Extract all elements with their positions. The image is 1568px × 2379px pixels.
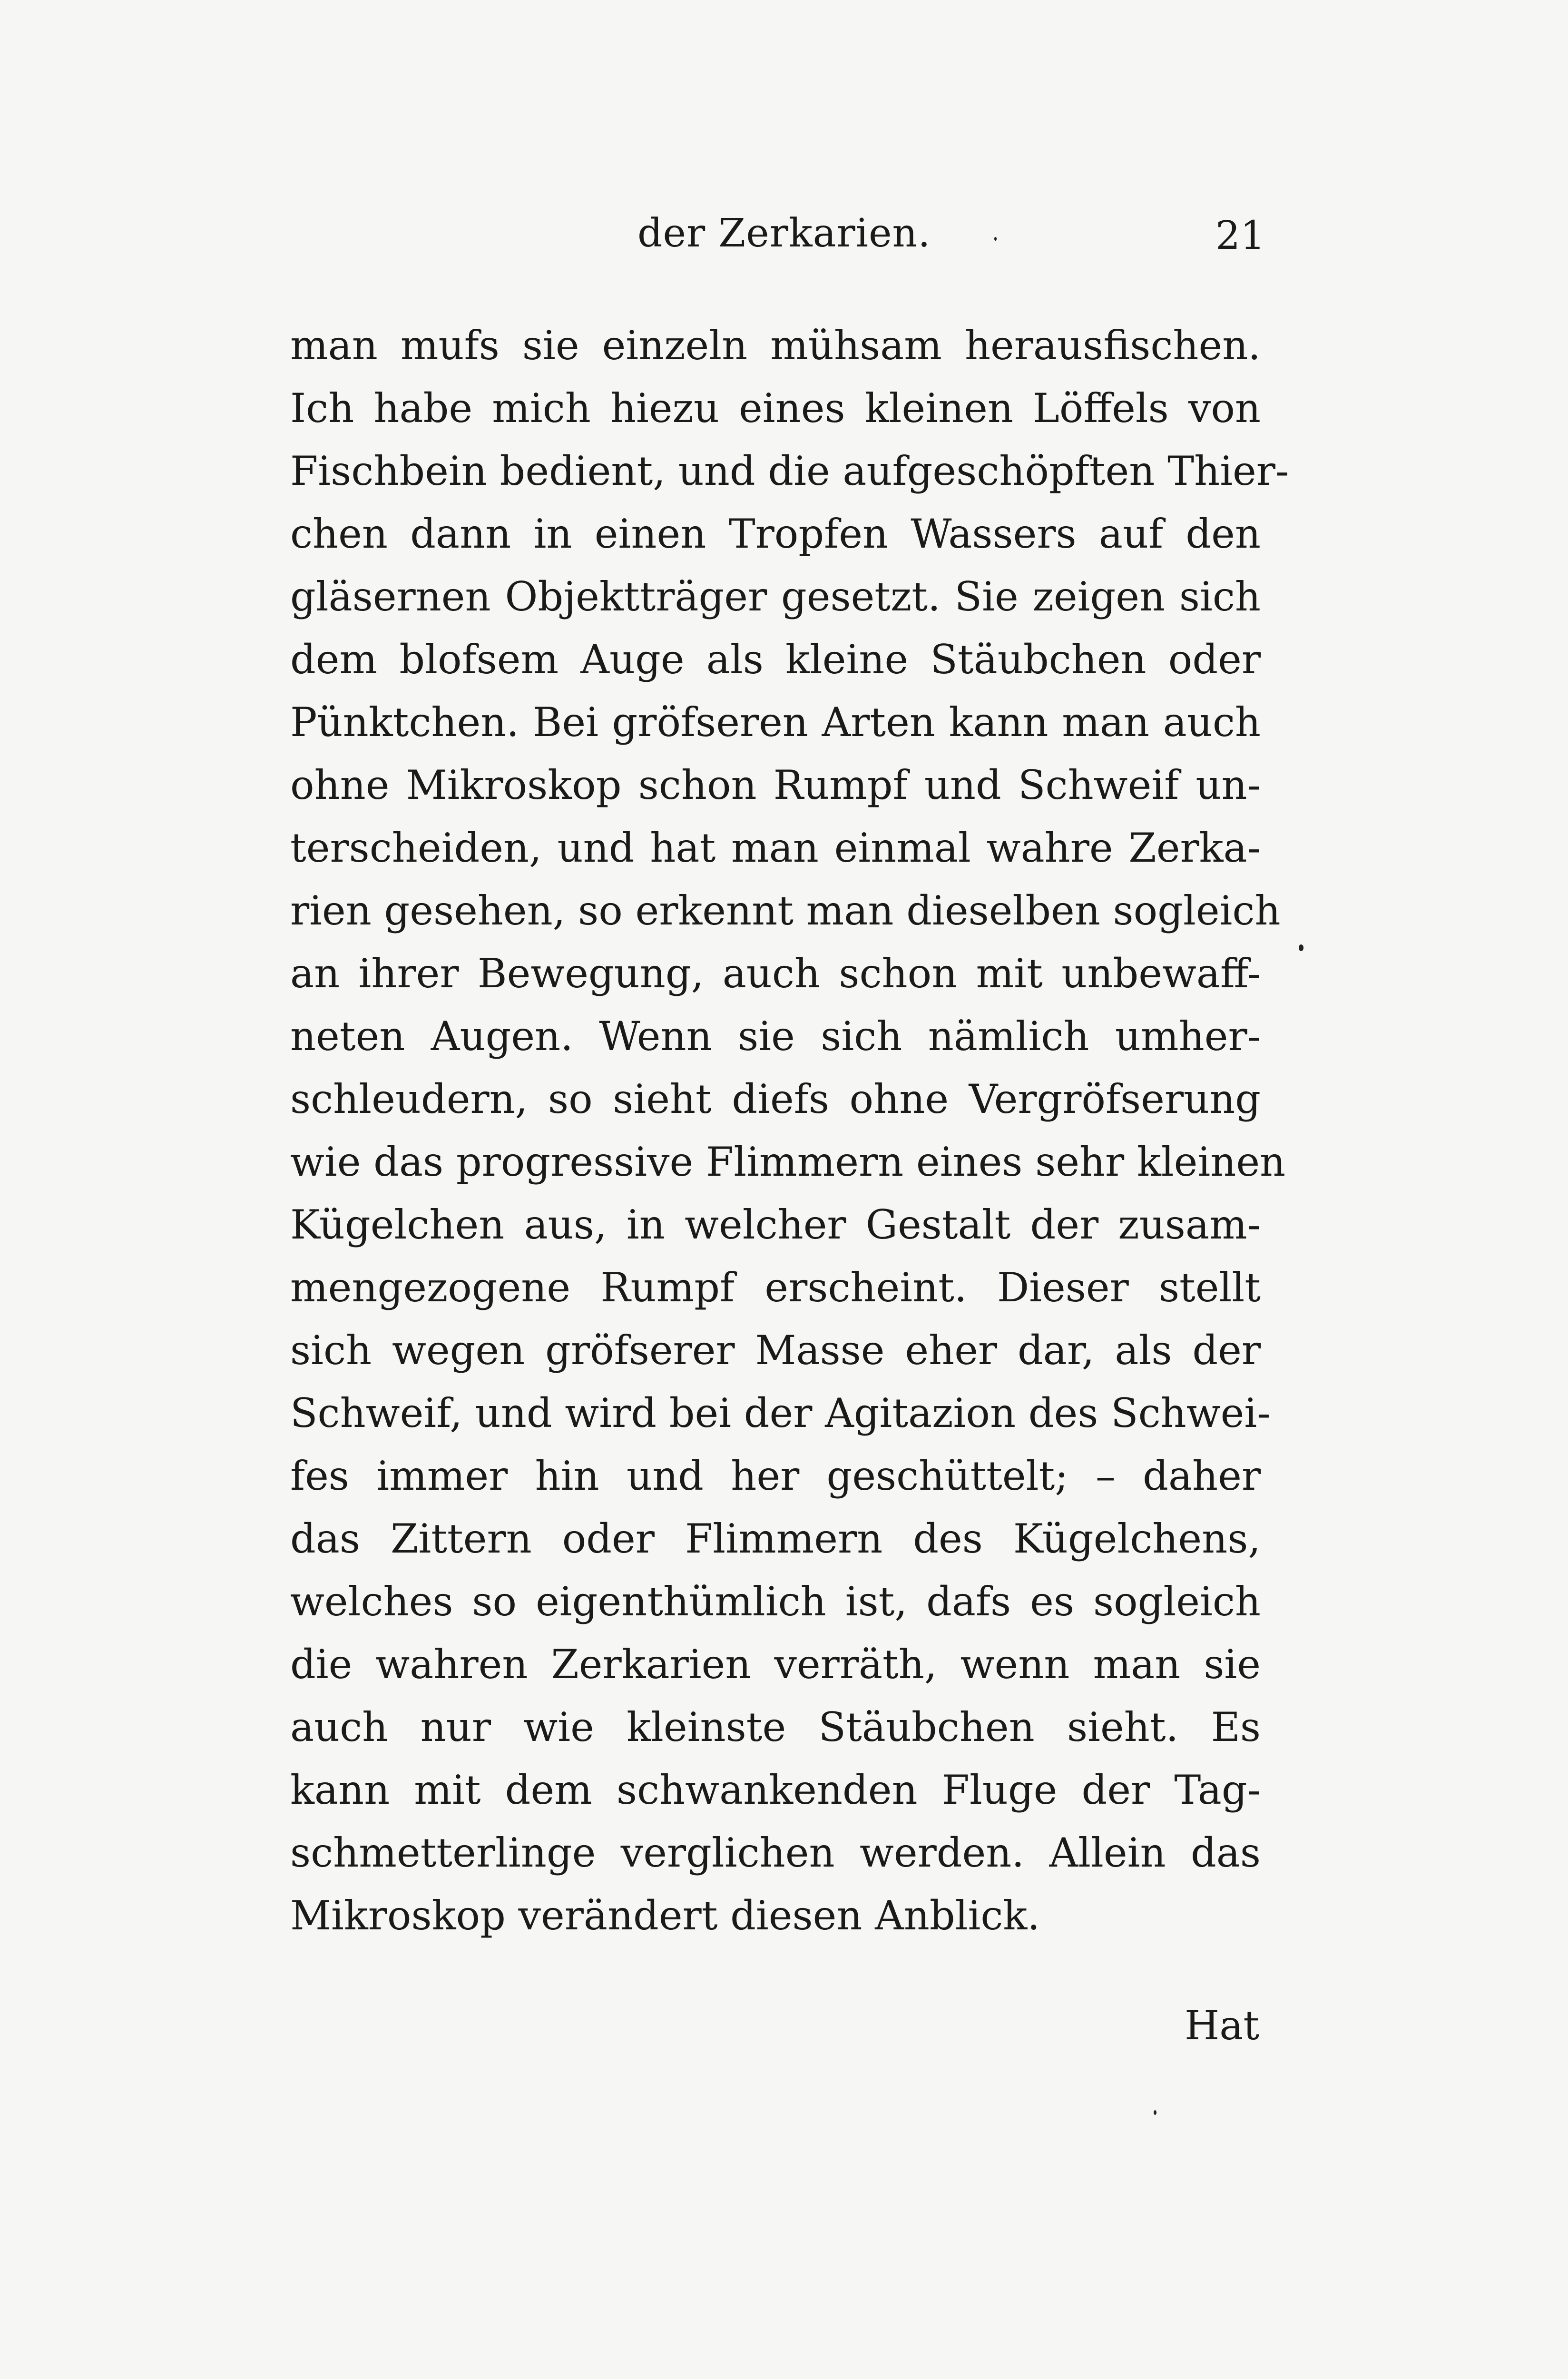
page-number: 21 <box>1215 213 1265 258</box>
text-line: man mufs sie einzeln mühsam herausfischen. <box>290 322 1261 369</box>
text-line: Fischbein bedient, und die aufgeschöpften Thier- <box>290 448 1289 494</box>
text-line: Kügelchen aus, in welcher Gestalt der zusam- <box>290 1201 1261 1248</box>
text-line: kann mit dem schwankenden Fluge der Tag- <box>290 1767 1261 1813</box>
text-line: terscheiden, und hat man einmal wahre Zerka- <box>290 825 1261 871</box>
ink-speck <box>994 237 997 241</box>
text-line: wie das progressive Flimmern eines sehr kleinen <box>290 1139 1286 1185</box>
ink-speck <box>1154 2110 1156 2115</box>
text-line: fes immer hin und her geschüttelt; – daher <box>290 1453 1261 1499</box>
text-line: die wahren Zerkarien verräth, wenn man sie <box>290 1641 1261 1688</box>
catchword: Hat <box>1185 2002 1260 2049</box>
running-head: der Zerkarien. <box>637 211 931 256</box>
text-line: mengezogene Rumpf erscheint. Dieser stellt <box>290 1264 1261 1311</box>
text-line: chen dann in einen Tropfen Wassers auf den <box>290 511 1261 557</box>
text-line: rien gesehen, so erkennt man dieselben sogleich <box>290 887 1281 934</box>
text-line: gläsernen Objektträger gesetzt. Sie zeigen sich <box>290 573 1261 620</box>
text-line: Ich habe mich hiezu eines kleinen Löffels von <box>290 385 1261 432</box>
text-line: Pünktchen. Bei gröfseren Arten kann man auch <box>290 699 1261 746</box>
text-line: ohne Mikroskop schon Rumpf und Schweif un- <box>290 762 1261 808</box>
text-line: welches so eigenthümlich ist, dafs es sogleich <box>290 1578 1261 1625</box>
ink-speck <box>1299 944 1303 951</box>
text-line: schmetterlinge verglichen werden. Allein das <box>290 1829 1261 1876</box>
text-line: das Zittern oder Flimmern des Kügelchens, <box>290 1515 1261 1562</box>
text-line-last: Mikroskop verändert diesen Anblick. <box>290 1892 1040 1939</box>
body-text <box>290 314 1289 1947</box>
text-line: auch nur wie kleinste Stäubchen sieht. Es <box>290 1704 1261 1750</box>
text-line: dem blofsem Auge als kleine Stäubchen oder <box>290 636 1261 683</box>
text-line: sich wegen gröfserer Masse eher dar, als der <box>290 1327 1261 1374</box>
text-line: an ihrer Bewegung, auch schon mit unbewaff- <box>290 950 1261 997</box>
text-line: Schweif, und wird bei der Agitazion des Schwei- <box>290 1390 1271 1436</box>
text-line: schleudern, so sieht diefs ohne Vergröfserung <box>290 1076 1261 1122</box>
text-line: neten Augen. Wenn sie sich nämlich umher- <box>290 1013 1261 1060</box>
